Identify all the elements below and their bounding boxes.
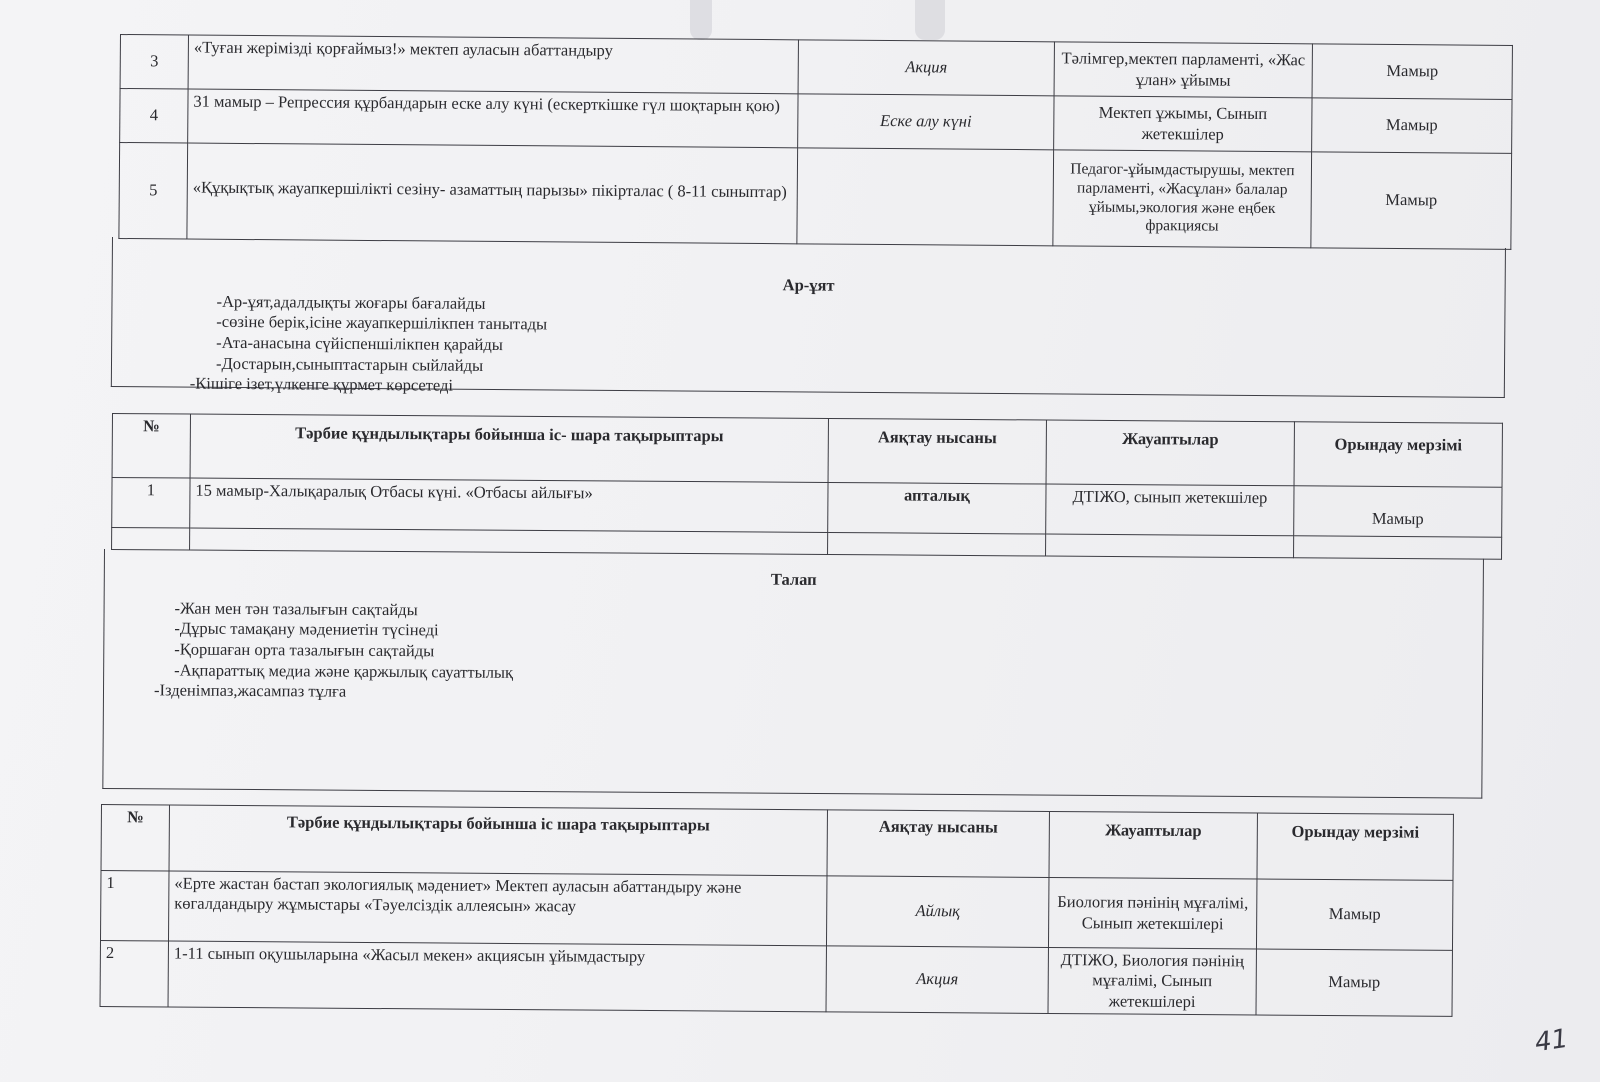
table-row [119,143,1512,250]
section-heading: Ар-ұят [782,275,835,295]
event-title: 1-11 сынып оқушыларына «Жасыл мекен» акциясын ұйымдастыру [168,941,826,1012]
responsible: Биология пәнінің мұғалімі, Сынып жетекшілері [1048,877,1257,949]
completion-form: Акция [798,40,1054,96]
due-date: Мамыр [1256,949,1452,1016]
page-number: 41 [1532,1023,1570,1059]
event-title: 31 мамыр – Репрессия құрбандарын еске алу күні (ескерткішке гүл шоқтарын қою) [188,89,798,148]
column-header-responsible: Жауаптылар [1046,420,1294,486]
completion-form: Акция [826,946,1048,1014]
column-header-title: Тәрбие құндылықтары бойынша іс- шара тақырыптары [190,414,828,482]
responsible: ДТІЖО, сынып жетекшілер [1046,484,1294,536]
column-header-date: Орындау мерзімі [1257,813,1453,880]
column-header-date: Орындау мерзімі [1294,422,1502,487]
value-line: -Ізденімпаз,жасампаз тұлға [153,680,347,701]
events-table-middle [111,413,1503,560]
responsible: Мектеп ұжымы, Сынып жетекшілер [1054,96,1312,152]
row-number: 3 [120,35,188,90]
staple-mark [690,0,712,40]
due-date: Мамыр [1311,152,1512,250]
events-table-top [118,34,1513,250]
event-title: «Құқықтық жауапкершілікті сезіну- азаматтың парызы» пікірталас ( 8-11 сыныптар) [187,143,798,244]
due-date: Мамыр [1256,879,1453,950]
event-title: «Ерте жастан бастап экологиялық мәдениет» Мектеп ауласын абаттандыру және көгалдандыру жұмыстары «Тәуелсіздік аллеясын» жасау [168,871,826,946]
event-title: 15 мамыр-Халықаралық Отбасы күні. «Отбасы айлығы» [190,478,828,532]
values-block-requirement [102,549,1484,799]
completion-form [797,148,1054,246]
due-date: Мамыр [1312,98,1512,154]
value-line: -Дұрыс тамақану мәдениетін түсінеді [174,618,439,640]
completion-form: Айлық [826,876,1049,948]
value-line: -Қоршаған орта тазалығын сақтайды [174,639,435,661]
responsible: Педагог-ұйымдастырушы, мектеп парламенті, «Жасұлан» балалар ұйымы,экология және еңбек фракциясы [1053,150,1312,248]
row-number: 1 [112,478,190,529]
empty-cell [1294,536,1502,559]
section-heading: Талап [770,569,817,589]
values-block-conscience [111,237,1506,398]
value-line: -Ар-ұят,адалдықты жоғары бағалайды [216,291,486,313]
column-header-number: № [101,805,169,871]
table-header-row [112,414,1502,488]
empty-cell [112,528,190,551]
responsible: Тәлімгер,мектеп парламенті, «Жас ұлан» ұйымы [1054,42,1312,98]
value-line: -сөзіне берік,ісіне жауапкершілікпен танытады [216,312,548,334]
value-line: -Кішіге ізет,үлкенге құрмет көрсетеді [189,373,454,395]
table-row [100,871,1452,951]
table-header-row [101,805,1453,881]
column-header-number: № [112,414,190,479]
column-header-responsible: Жауаптылар [1049,811,1257,879]
value-line: -Ата-анасына сүйіспеншілікпен қарайды [216,332,503,354]
completion-form: Еске алу күні [798,94,1054,150]
value-line: -Ақпараттық медиа және қаржылық сауаттылық [174,659,514,682]
staple-mark [915,0,945,40]
completion-form: апталық [828,483,1046,535]
table-row [100,941,1452,1017]
empty-cell [1046,534,1294,558]
event-title: «Туған жерімізді қорғаймыз!» мектеп ауласын абаттандыру [188,35,798,94]
events-table-bottom [100,804,1454,1017]
value-line: -Достарын,сыныптастарын сыйлайды [215,353,484,375]
responsible: ДТІЖО, Биология пәнінің мұғалімі, Сынып жетекшілері [1048,947,1256,1015]
row-number: 5 [119,143,188,240]
row-number: 1 [100,871,169,941]
column-header-title: Тәрбие құндылықтары бойынша іс шара тақырыптары [169,805,827,876]
value-line: -Жан мен тән тазалығын сақтайды [174,598,418,619]
column-header-form: Аяқтау нысаны [828,419,1046,485]
due-date: Мамыр [1294,486,1502,537]
row-number: 4 [120,89,188,144]
row-number: 2 [100,941,168,1007]
due-date: Мамыр [1312,44,1512,100]
column-header-form: Аяқтау нысаны [827,810,1049,878]
empty-cell [828,532,1046,556]
